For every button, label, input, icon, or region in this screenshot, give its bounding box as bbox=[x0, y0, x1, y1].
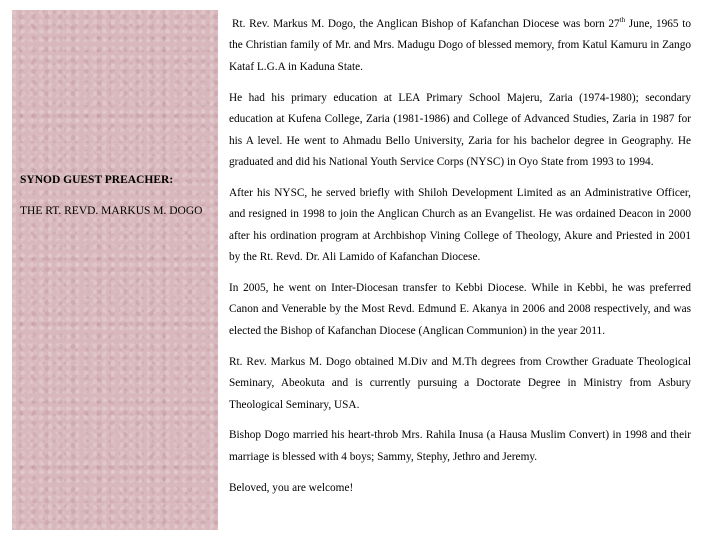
birth-text-end: June, 1965 to the Christian family of Mr. and Mrs. Madugu Dogo of blessed memory, from Katul Kamuru in Zango Kataf L.G.A in Kaduna State. bbox=[229, 18, 692, 73]
ordinal-superscript: th bbox=[619, 16, 626, 25]
biography-text bbox=[229, 14, 691, 509]
biography-paragraph-family: Bishop Dogo married his heart-throb Mrs. Rahila Inusa (a Hausa Muslim Convert) in 1998 and their marriage is blessed with 4 boys; Sammy, Stephy, Jethro and Jeremy. bbox=[229, 429, 691, 463]
biography-paragraph-welcome: Beloved, you are welcome! bbox=[229, 481, 354, 494]
biography-paragraph-kebbi: In 2005, he went on Inter-Diocesan transfer to Kebbi Diocese. While in Kebbi, he was preferred Canon and Venerable by the Most Revd. Edmund E. Akanya in 2006 and 2008 respectively, and was elected the Bishop of Kafanchan Diocese (Anglican Communion) in the year 2011. bbox=[229, 281, 691, 337]
sidebar-panel bbox=[12, 10, 218, 530]
biography-paragraph-education: He had his primary education at LEA Primary School Majeru, Zaria (1974-1980); secondary education at Kufena College, Zaria (1981-1986) and College of Advanced Studies, Zaria in 1987 for his A level. He went to Ahmadu Bello University, Zaria for his bachelor degree in Geography. He graduated and did his National Youth Service Corps (NYSC) in Oyo State from 1993 to 1994. bbox=[229, 91, 691, 168]
biography-paragraph-ordination: After his NYSC, he served briefly with Shiloh Development Limited as an Administrative Officer, and resigned in 1998 to join the Anglican Church as an Evangelist. He was ordained Deacon in 2000 after his ordination program at Archbishop Vining College of Theology, Akure and Priested in 2001 by the Rt. Revd. Dr. Ali Lamido of Kafanchan Diocese. bbox=[229, 186, 691, 264]
synod-guest-preacher-heading: SYNOD GUEST PREACHER: bbox=[20, 174, 174, 186]
biography-paragraph-birth bbox=[229, 14, 691, 78]
preacher-name: THE RT. REVD. MARKUS M. DOGO bbox=[20, 205, 203, 217]
biography-paragraph-degrees: Rt. Rev. Markus M. Dogo obtained M.Div and M.Th degrees from Crowther Graduate Theological Seminary, Abeokuta and is currently pursuing a Doctorate Degree in Ministry from Asbury Theological Seminary, USA. bbox=[229, 355, 691, 411]
birth-text-start: Rt. Rev. Markus M. Dogo, the Anglican Bishop of Kafanchan Diocese was born 27 bbox=[232, 18, 620, 30]
